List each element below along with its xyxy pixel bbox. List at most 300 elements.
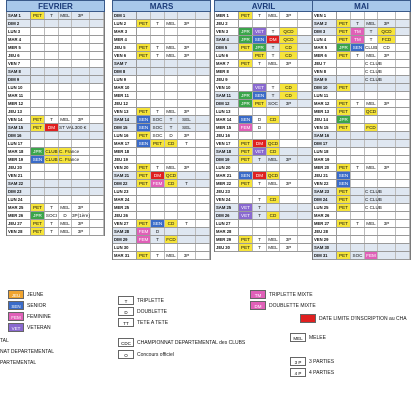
event-cell	[178, 76, 196, 83]
event-cell: 3P	[280, 180, 298, 187]
event-cell	[72, 156, 90, 163]
event-cell	[351, 236, 365, 243]
day-row	[215, 124, 312, 132]
event-cell: T	[253, 244, 267, 251]
event-cell: VET	[253, 28, 267, 35]
legend-swatch: DM	[250, 301, 266, 310]
event-cell	[365, 84, 378, 91]
event-cell	[45, 84, 59, 91]
event-cell: 3P	[72, 220, 90, 227]
event-cell	[165, 12, 178, 19]
event-cell	[396, 244, 410, 251]
event-cell	[267, 228, 280, 235]
event-cell	[298, 180, 312, 187]
event-cell	[59, 52, 72, 59]
day-row	[7, 68, 104, 76]
event-cell	[267, 68, 280, 75]
event-cell: T	[253, 156, 267, 163]
event-cell	[178, 212, 196, 219]
event-cell	[280, 196, 298, 203]
event-cell	[280, 172, 298, 179]
event-cell	[298, 204, 312, 211]
day-row	[313, 108, 410, 116]
event-cell	[90, 148, 104, 155]
legend-swatch: FEM	[8, 312, 24, 321]
event-cell	[378, 156, 396, 163]
event-cell	[196, 60, 210, 67]
legend-parties	[290, 357, 334, 367]
event-cell: T	[45, 12, 59, 19]
day-label: SAM 16	[313, 132, 337, 139]
event-cell: PET	[137, 172, 151, 179]
event-cell	[267, 20, 280, 27]
event-cell	[396, 116, 410, 123]
event-cell: SEN	[253, 36, 267, 43]
event-cell: 3P	[72, 12, 90, 19]
event-cell	[31, 172, 45, 179]
event-cell	[196, 108, 210, 115]
event-cell	[90, 12, 104, 19]
event-cell: PET	[337, 20, 351, 27]
day-row	[113, 244, 210, 252]
event-cell	[72, 20, 90, 27]
event-cell: SEN	[137, 124, 151, 131]
event-cell	[351, 212, 365, 219]
event-cell	[165, 148, 178, 155]
event-cell	[196, 20, 210, 27]
day-row	[113, 20, 210, 28]
event-cell: PET	[137, 180, 151, 187]
event-cell	[178, 36, 196, 43]
event-cell: PET	[337, 196, 351, 203]
event-cell	[45, 188, 59, 195]
event-cell	[396, 188, 410, 195]
day-row	[215, 68, 312, 76]
event-cell: C CLUB	[365, 61, 382, 66]
day-label: JEU 19	[113, 156, 137, 163]
event-cell	[298, 188, 312, 195]
event-cell	[396, 140, 410, 147]
day-row	[7, 124, 104, 132]
event-cell	[365, 228, 378, 235]
event-cell: SEL	[178, 116, 196, 123]
day-row	[113, 124, 210, 132]
day-row	[7, 84, 104, 92]
event-cell	[151, 204, 165, 211]
day-row	[313, 228, 410, 236]
event-cell: 3P	[280, 12, 298, 19]
event-cell	[45, 132, 59, 139]
event-cell	[396, 180, 410, 187]
day-row	[7, 164, 104, 172]
day-row	[215, 12, 312, 20]
event-cell: 3P	[280, 236, 298, 243]
day-label: MER 18	[113, 148, 137, 155]
event-cell	[378, 196, 396, 203]
event-cell	[298, 76, 312, 83]
event-cell	[151, 92, 165, 99]
day-row	[113, 100, 210, 108]
event-cell	[396, 60, 410, 67]
event-cell: T	[253, 180, 267, 187]
day-label: MAR 3	[113, 28, 137, 35]
event-cell: QCD	[267, 141, 279, 146]
event-cell	[298, 156, 312, 163]
event-cell	[151, 36, 165, 43]
event-cell	[31, 188, 45, 195]
day-row	[113, 108, 210, 116]
event-cell	[253, 76, 267, 83]
day-row	[313, 52, 410, 60]
day-row	[215, 228, 312, 236]
event-cell	[137, 28, 151, 35]
day-row	[313, 220, 410, 228]
event-cell	[298, 68, 312, 75]
event-cell: JPR	[239, 28, 253, 35]
legend-category	[8, 301, 46, 311]
event-cell	[72, 36, 90, 43]
day-row	[7, 140, 104, 148]
event-cell	[298, 228, 312, 235]
event-cell: T	[267, 84, 280, 91]
day-row	[7, 220, 104, 228]
day-row	[7, 188, 104, 196]
event-cell	[72, 28, 90, 35]
day-row	[313, 132, 410, 140]
event-cell: JPR	[253, 44, 267, 51]
day-row	[113, 44, 210, 52]
event-cell	[196, 124, 210, 131]
event-cell: PET	[253, 100, 267, 107]
day-label: LUN 27	[215, 220, 239, 227]
event-cell: JPR	[239, 92, 253, 99]
event-cell	[196, 156, 210, 163]
event-cell	[365, 140, 378, 147]
month-column-mars	[112, 0, 211, 260]
event-cell	[196, 220, 210, 227]
event-cell	[151, 156, 165, 163]
event-cell: DM	[151, 172, 165, 179]
event-cell	[351, 204, 365, 211]
event-cell: T	[351, 220, 365, 227]
day-label: DIM 29	[113, 236, 137, 243]
event-cell: PET	[137, 52, 151, 59]
event-cell: T	[45, 204, 59, 211]
event-cell	[239, 220, 253, 227]
event-cell: PET	[337, 220, 351, 227]
event-cell	[378, 60, 396, 67]
day-label: VEN 1	[313, 12, 337, 19]
event-cell	[298, 172, 312, 179]
event-cell	[151, 28, 165, 35]
event-cell	[90, 140, 104, 147]
event-cell	[298, 12, 312, 19]
event-cell	[196, 52, 210, 59]
event-cell	[298, 20, 312, 27]
event-cell: CD	[267, 116, 280, 123]
event-cell	[31, 44, 45, 51]
event-cell: 3P	[178, 44, 196, 51]
event-cell	[59, 60, 72, 67]
event-cell	[137, 68, 151, 75]
month-header: AVRIL	[214, 0, 313, 12]
event-cell	[59, 84, 72, 91]
day-label: DIM 23	[7, 188, 31, 195]
event-cell	[90, 44, 104, 51]
event-cell: CLUB	[365, 45, 378, 50]
event-cell: 3P	[378, 52, 396, 59]
event-cell: CD	[267, 148, 280, 155]
event-cell: CD	[267, 212, 280, 219]
event-cell	[337, 76, 351, 83]
event-cell	[396, 252, 410, 259]
day-label: SAM 4	[215, 36, 239, 43]
event-cell	[31, 92, 45, 99]
day-row	[113, 148, 210, 156]
event-cell	[298, 28, 312, 35]
event-cell	[239, 108, 253, 115]
event-cell: TM	[351, 36, 365, 43]
event-cell: ST VAL	[59, 125, 75, 130]
event-cell: PET	[31, 228, 45, 235]
event-cell	[90, 28, 104, 35]
event-cell	[239, 196, 253, 203]
day-label: MER 29	[215, 236, 239, 243]
event-cell	[351, 188, 365, 195]
day-row	[113, 236, 210, 244]
event-cell	[267, 76, 280, 83]
day-row	[113, 132, 210, 140]
event-cell: MEL	[267, 60, 280, 67]
event-cell	[45, 140, 59, 147]
event-cell	[137, 196, 151, 203]
event-cell	[196, 204, 210, 211]
day-label: MAR 4	[7, 36, 31, 43]
legend-mixte	[250, 290, 313, 300]
event-cell	[351, 180, 365, 187]
event-cell	[280, 132, 298, 139]
day-label: SAM 14	[113, 116, 137, 123]
event-cell: CD	[280, 52, 298, 59]
event-cell: PET	[137, 220, 151, 227]
event-cell	[178, 156, 196, 163]
event-cell	[298, 196, 312, 203]
day-label: VEN 3	[215, 28, 239, 35]
event-cell	[31, 164, 45, 171]
event-cell	[178, 172, 196, 179]
event-cell: SOC	[151, 124, 165, 131]
event-cell: PET	[239, 244, 253, 251]
event-cell	[137, 84, 151, 91]
day-row	[7, 60, 104, 68]
event-cell	[378, 108, 396, 115]
event-cell: SEN	[31, 156, 45, 163]
event-cell	[280, 188, 298, 195]
event-cell	[178, 188, 196, 195]
event-cell	[337, 132, 351, 139]
day-row	[313, 68, 410, 76]
event-cell: C CLUB	[365, 189, 382, 194]
event-cell	[90, 228, 104, 235]
day-row	[7, 28, 104, 36]
event-cell	[59, 44, 72, 51]
day-label: JEU 26	[113, 212, 137, 219]
day-label: MAR 7	[215, 60, 239, 67]
day-row	[7, 228, 104, 236]
event-cell	[351, 140, 365, 147]
day-label: LUN 3	[7, 28, 31, 35]
day-row	[7, 20, 104, 28]
day-label: VEN 13	[113, 108, 137, 115]
event-cell	[59, 108, 72, 115]
event-cell	[280, 116, 298, 123]
day-label: MAR 12	[313, 100, 337, 107]
legend-mixte	[250, 301, 316, 311]
event-cell	[59, 100, 72, 107]
event-cell	[59, 76, 72, 83]
event-cell	[90, 100, 104, 107]
event-cell	[45, 100, 59, 107]
day-label: DIM 31	[313, 252, 337, 259]
event-cell	[178, 148, 196, 155]
event-cell	[378, 84, 396, 91]
event-cell	[151, 148, 165, 155]
event-cell	[72, 76, 90, 83]
event-cell	[298, 124, 312, 131]
event-cell	[280, 204, 298, 211]
legend-swatch: JEU	[8, 290, 24, 299]
event-cell: DM	[253, 172, 267, 179]
day-label: VEN 27	[113, 220, 137, 227]
event-cell	[178, 28, 196, 35]
event-cell: JPR	[31, 148, 45, 155]
event-cell	[31, 68, 45, 75]
event-cell: T	[45, 228, 59, 235]
event-cell	[31, 28, 45, 35]
event-cell	[378, 132, 396, 139]
event-cell	[239, 188, 253, 195]
event-cell	[253, 132, 267, 139]
day-label: MER 22	[215, 180, 239, 187]
event-cell	[137, 100, 151, 107]
event-cell: MEL	[165, 20, 178, 27]
day-row	[313, 196, 410, 204]
event-cell	[298, 164, 312, 171]
event-cell	[298, 108, 312, 115]
day-row	[7, 204, 104, 212]
day-row	[113, 252, 210, 260]
event-cell	[396, 108, 410, 115]
event-cell	[396, 172, 410, 179]
day-label: VEN 10	[215, 84, 239, 91]
day-label: MAR 10	[113, 84, 137, 91]
legend-concours-officiel	[118, 350, 174, 360]
day-label: DIM 3	[313, 28, 337, 35]
event-cell	[253, 228, 267, 235]
day-label: MER 6	[313, 52, 337, 59]
event-cell	[253, 20, 267, 27]
event-cell	[90, 116, 104, 123]
event-cell	[396, 212, 410, 219]
event-cell	[298, 92, 312, 99]
event-cell	[253, 220, 267, 227]
day-row	[313, 124, 410, 132]
event-cell: MEL	[267, 244, 280, 251]
event-cell	[178, 196, 196, 203]
event-cell	[396, 12, 410, 19]
legend-cut-label: PARTEMENTAL	[0, 360, 37, 366]
event-cell	[280, 212, 298, 219]
event-cell: VET	[253, 84, 267, 91]
day-label: JEU 27	[7, 220, 31, 227]
day-row	[313, 148, 410, 156]
event-cell	[337, 156, 351, 163]
day-label: JEU 21	[313, 172, 337, 179]
day-label: LUN 2	[113, 20, 137, 27]
event-cell: T	[267, 44, 280, 51]
event-cell	[378, 244, 396, 251]
day-label: VEN 6	[113, 52, 137, 59]
event-cell	[337, 228, 351, 235]
day-row	[313, 252, 410, 260]
day-row	[7, 172, 104, 180]
day-label: LUN 13	[215, 108, 239, 115]
day-label: LUN 30	[113, 244, 137, 251]
legend-label: TETE A TETE	[137, 320, 169, 326]
event-cell	[72, 188, 90, 195]
event-cell: SEN	[151, 220, 165, 227]
event-cell: JPR	[337, 44, 351, 51]
event-cell: T	[351, 20, 365, 27]
day-row	[113, 228, 210, 236]
event-cell	[151, 244, 165, 251]
day-row	[113, 52, 210, 60]
event-cell	[45, 164, 59, 171]
event-cell: T	[253, 212, 267, 219]
event-cell: MEL	[59, 228, 72, 235]
day-row	[313, 140, 410, 148]
event-cell	[378, 228, 396, 235]
event-cell	[396, 220, 410, 227]
legend-label: FEMININE	[27, 314, 51, 320]
event-cell	[45, 36, 59, 43]
event-cell	[196, 68, 210, 75]
event-cell: PET	[31, 124, 45, 131]
day-label: MER 13	[313, 108, 337, 115]
event-cell	[178, 12, 196, 19]
day-label: DIM 22	[113, 180, 137, 187]
event-cell	[351, 84, 365, 91]
day-label: JEU 16	[215, 132, 239, 139]
event-cell	[165, 36, 178, 43]
day-label: JEU 2	[215, 20, 239, 27]
event-cell: DM	[45, 124, 59, 131]
event-cell	[267, 108, 280, 115]
event-cell: PET	[239, 236, 253, 243]
event-cell: PET	[337, 124, 351, 131]
event-cell: 300 €	[72, 124, 90, 131]
day-label: MER 15	[215, 124, 239, 131]
event-cell: 3P	[72, 228, 90, 235]
event-cell: VET	[239, 212, 253, 219]
day-row	[313, 100, 410, 108]
legend-label: JEUNE	[27, 292, 44, 298]
event-cell: 3P	[280, 156, 298, 163]
event-cell	[267, 204, 280, 211]
event-cell	[72, 100, 90, 107]
event-cell: PET	[239, 44, 253, 51]
day-label: JEU 14	[313, 116, 337, 123]
